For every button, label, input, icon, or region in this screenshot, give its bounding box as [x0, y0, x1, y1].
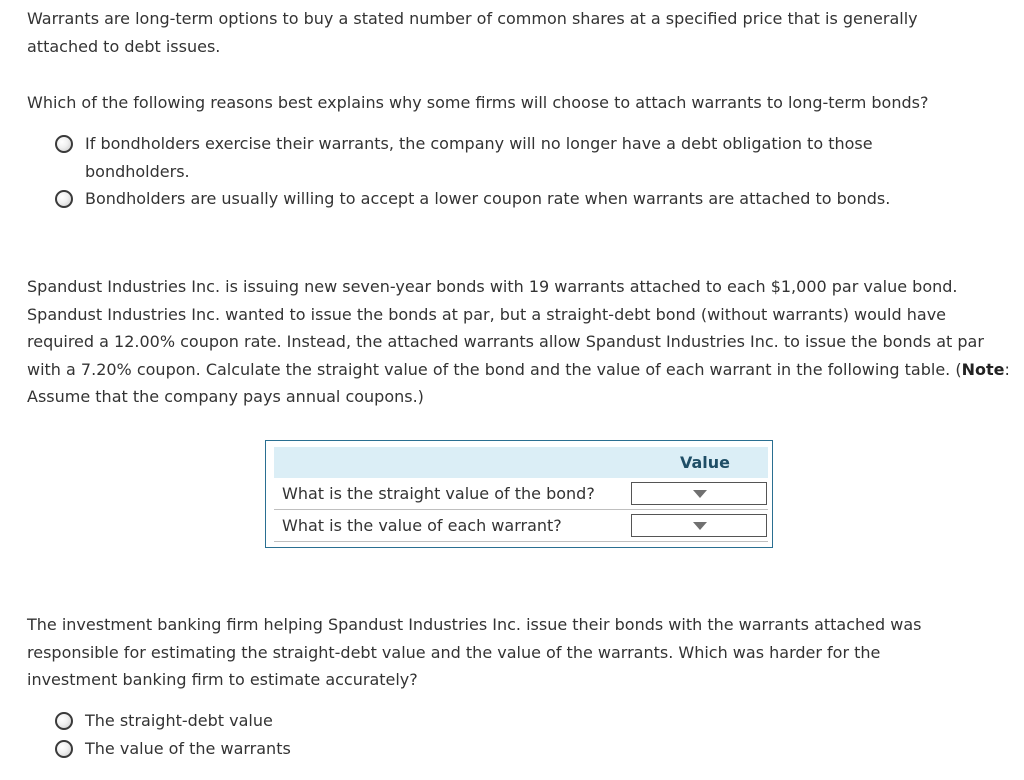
dropdown-arrow-icon[interactable] [693, 522, 707, 530]
table-row [274, 510, 768, 542]
q3-option-2[interactable] [55, 735, 291, 763]
q1-option-1-label[interactable]: If bondholders exercise their warrants, the company will no longer have a debt obligation to those bondholders. [85, 134, 873, 181]
radio-button-icon[interactable] [55, 190, 73, 208]
question-1-prompt: Which of the following reasons best explains why some firms will choose to attach warrants to long-term bonds? [27, 93, 929, 112]
valuation-table [265, 440, 773, 548]
q1-option-2[interactable] [55, 185, 975, 213]
q3-option-1-label[interactable]: The straight-debt value [85, 711, 273, 730]
dropdown-arrow-icon[interactable] [693, 490, 707, 498]
scenario-text [27, 273, 1012, 411]
table-row [274, 478, 768, 510]
value-column-header: Value [679, 453, 731, 472]
table-header [274, 447, 768, 478]
intro-text: Warrants are long-term options to buy a stated number of common shares at a specified price that is generally attached to debt issues. [27, 9, 918, 56]
question-3-prompt: The investment banking firm helping Spandust Industries Inc. issue their bonds with the warrants attached was responsible for estimating the straight-debt value and the value of the warrants. Which was harder for the investment banking firm to estimate accurately? [27, 615, 922, 689]
scenario-body: Spandust Industries Inc. is issuing new seven-year bonds with 19 warrants attached to each $1,000 par value bond. Spandust Industries Inc. wanted to issue the bonds at par, but a straight-debt bond (without warrants) would have required a 12.00% coupon rate. Instead, the attached warrants allow Spandust Industries Inc. to issue the bonds at par with a 7.20% coupon. Calculate the straight value of the bond and the value of each warrant in the following table. ( [27, 277, 984, 379]
radio-button-icon[interactable] [55, 740, 73, 758]
straight-value-dropdown[interactable] [631, 482, 767, 505]
q3-option-1[interactable] [55, 707, 273, 735]
radio-button-icon[interactable] [55, 135, 73, 153]
note-text: : Assume that the company pays annual coupons.) [27, 359, 1010, 406]
q1-option-1[interactable] [55, 130, 915, 185]
warrant-value-dropdown[interactable] [631, 514, 767, 537]
q3-option-2-label[interactable]: The value of the warrants [85, 739, 291, 758]
note-label: Note [961, 359, 1005, 379]
radio-button-icon[interactable] [55, 712, 73, 730]
warrant-value-question: What is the value of each warrant? [282, 516, 562, 535]
straight-value-question: What is the straight value of the bond? [282, 484, 595, 503]
q1-option-2-label[interactable]: Bondholders are usually willing to accept a lower coupon rate when warrants are attached to bonds. [85, 189, 891, 208]
